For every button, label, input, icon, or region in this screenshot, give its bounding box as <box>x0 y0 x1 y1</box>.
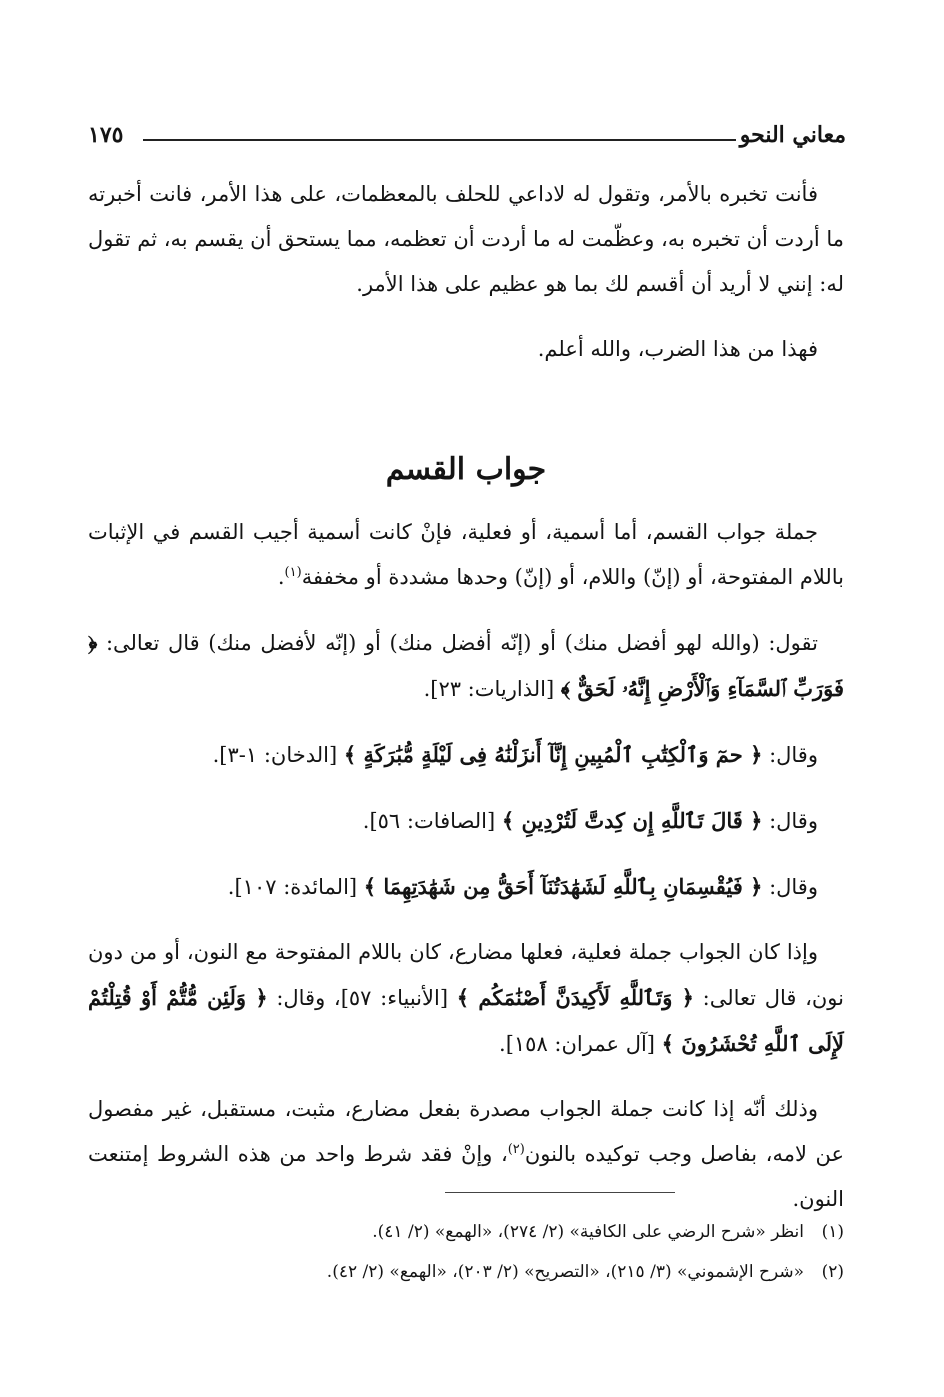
paragraph-6 <box>88 1087 844 1222</box>
footnote-2 <box>88 1252 844 1292</box>
quran-verse-saffat: ﴿ قَالَ تَٱللَّهِ إِن كِدتَّ لَتُرْدِينِ ﴾ <box>501 808 763 833</box>
footnote-ref-2: (٢) <box>507 1142 525 1157</box>
verse-ref-anbiya: [الأنبياء: ٥٧]، وقال: <box>276 986 449 1010</box>
footnote-number: (٢) <box>821 1262 844 1282</box>
header-rule <box>143 139 736 141</box>
paragraph-5 <box>88 930 844 1067</box>
paragraph-2: فهذا من هذا الضرب، والله أعلم. <box>537 337 818 361</box>
paragraph-4-intro: تقول: (والله لهو أفضل منك) أو (إنّه أفضل منك) أو (إنّه لأفضل منك) قال تعالى: <box>105 631 818 655</box>
paragraph-3-end: . <box>277 565 285 589</box>
footnote-ref-1: (١) <box>284 565 302 580</box>
quran-line-maidah <box>88 864 844 910</box>
verse-ref-saffat: [الصافات: ٥٦]. <box>362 809 496 833</box>
paragraph-3 <box>88 510 844 600</box>
footnote-number: (١) <box>821 1222 844 1242</box>
verse-ref-maidah: [المائدة: ١٠٧]. <box>227 875 358 899</box>
said-label: وقال: <box>769 743 818 767</box>
quran-verse-anbiya: ﴿ وَتَٱللَّهِ لَأَكِيدَنَّ أَصْنَٰمَكُم ﴾ <box>456 985 694 1010</box>
quran-line-dukhan <box>88 732 844 778</box>
quran-line-saffat <box>88 798 844 844</box>
page-header <box>88 118 846 158</box>
said-label: وقال: <box>769 809 818 833</box>
paragraph-5-text: وإذا كان الجواب جملة فعلية، فعلها مضارع، كان باللام المفتوحة مع النون، أو من دون نون، قال تعالى: <box>88 940 844 1010</box>
paragraph-6-text: وذلك أنّه إذا كانت جملة الجواب مصدرة بفعل مضارع، مثبت، مستقبل، غير مفصول عن لامه، بفاصل وجب توكيده بالنون <box>88 1097 844 1166</box>
paragraph-1: فأنت تخبره بالأمر، وتقول له لاداعي للحلف بالمعظمات، على هذا الأمر، فانت أخبرته ما أردت أن تخبره به، وعظّمت له ما أردت أن تعظمه، مما يستحق أن يقسم به، ثم تقول له: إنني لا أريد أن أقسم لك بما هو عظيم على هذا الأمر. <box>88 182 844 296</box>
quran-verse-dhariyat: ﴿ فَوَرَبِّ ٱلسَّمَآءِ وَٱلْأَرْضِ إِنَّهُۥ لَحَقٌّ ﴾ <box>88 630 844 701</box>
quran-verse-al-imran: ﴿ وَلَئِن مُّتُّمْ أَوْ قُتِلْتُمْ لَإِلَى ٱللَّهِ تُحْشَرُونَ ﴾ <box>88 985 844 1056</box>
verse-ref-dhariyat: [الذاريات: ٢٣]. <box>423 677 555 701</box>
paragraph-6-end: ، وإنْ فقد شرط واحد من هذه الشروط إمتنعت النون. <box>88 1142 844 1211</box>
verse-ref-dukhan: [الدخان: ١-٣]. <box>212 743 338 767</box>
said-label: وقال: <box>769 875 818 899</box>
footnote-divider <box>445 1192 675 1193</box>
paragraph-4 <box>88 620 844 712</box>
footnote-text: «شرح الإشموني» (٣/ ٢١٥)، «التصريح» (٢/ ٢٠٣)، «الهمع» (٢/ ٤٢). <box>326 1262 804 1282</box>
running-title: معاني النحو <box>739 122 846 148</box>
section-title: جواب القسم <box>385 452 547 487</box>
quran-verse-dukhan: ﴿ حمٓ وَٱلْكِتَٰبِ ٱلْمُبِينِ إِنَّآ أَنزَلْنَٰهُ فِى لَيْلَةٍ مُّبَٰرَكَةٍ ﴾ <box>343 742 763 767</box>
quran-verse-maidah: ﴿ فَيُقْسِمَانِ بِٱللَّهِ لَشَهَٰدَتُنَآ أَحَقُّ مِن شَهَٰدَتِهِمَا ﴾ <box>363 874 763 899</box>
footnote-1 <box>88 1212 844 1252</box>
page-number: ١٧٥ <box>88 122 124 148</box>
verse-ref-al-imran: [آل عمران: ١٥٨]. <box>499 1032 655 1056</box>
page-body <box>88 172 844 1222</box>
footnotes <box>88 1212 844 1292</box>
paragraph-3-text: جملة جواب القسم، أما أسمية، أو فعلية، فإنْ كانت أسمية أجيب القسم في الإثبات باللام المفتوحة، أو (إنّ) واللام، أو (إنّ) وحدها مشددة أو مخففة <box>88 520 844 589</box>
footnote-text: انظر «شرح الرضي على الكافية» (٢/ ٢٧٤)، «الهمع» (٢/ ٤١). <box>372 1222 804 1242</box>
